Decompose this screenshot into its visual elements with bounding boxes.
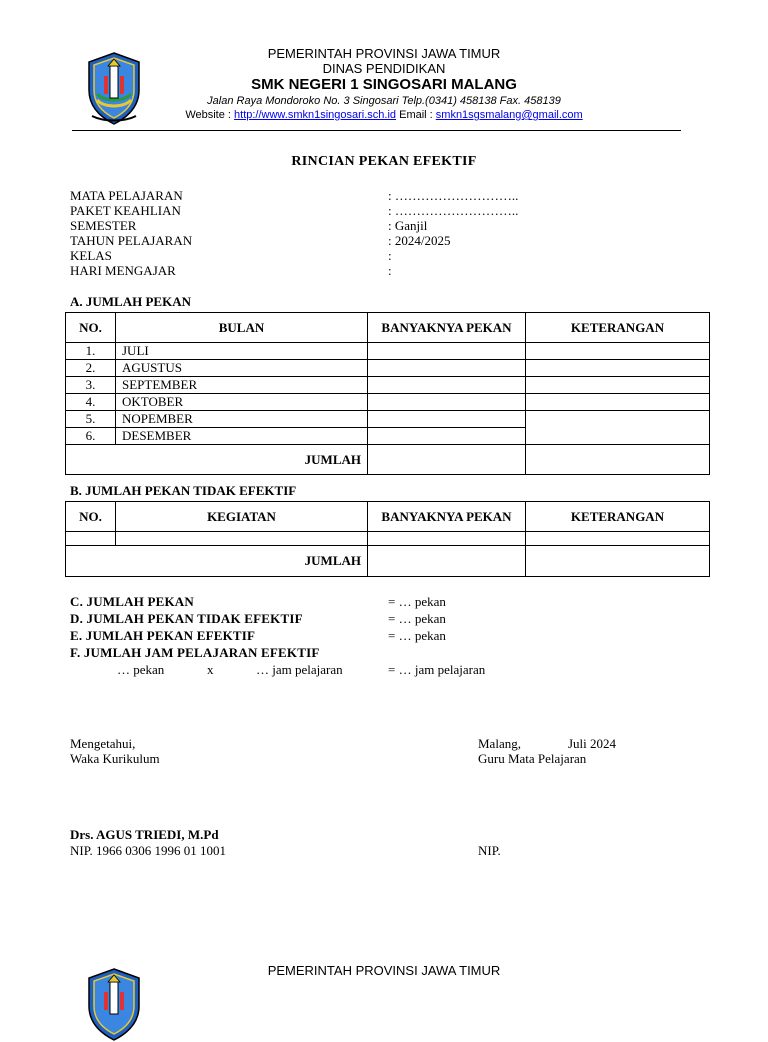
- website-label: Website :: [185, 109, 235, 121]
- info-label: MATA PELAJARAN: [70, 188, 183, 203]
- info-label: HARI MENGAJAR: [70, 263, 176, 278]
- cell-keterangan: [526, 377, 710, 394]
- cell-banyak: [368, 360, 526, 377]
- info-value: :: [388, 248, 392, 263]
- cell-banyak: [368, 428, 526, 445]
- info-label: SEMESTER: [70, 218, 137, 233]
- letterhead-line2: DINAS PENDIDIKAN: [322, 61, 446, 76]
- cell-banyak: [368, 377, 526, 394]
- col-header-keterangan: KETERANGAN: [526, 502, 710, 532]
- sign-right-date: Juli 2024: [568, 736, 617, 751]
- info-value: : 2024/2025: [388, 233, 451, 248]
- sign-left-line2: Waka Kurikulum: [70, 751, 160, 766]
- info-value: : ………………………..: [388, 203, 519, 218]
- cell-bulan: OKTOBER: [116, 394, 368, 411]
- cell-bulan: NOPEMBER: [116, 411, 368, 428]
- cell-banyak: [368, 394, 526, 411]
- table-jumlah-pekan: [65, 312, 710, 475]
- table-row: [66, 394, 710, 411]
- sign-left-name: Drs. AGUS TRIEDI, M.Pd: [70, 827, 219, 842]
- formula-pekan: … pekan: [117, 662, 165, 677]
- cell-no: 2.: [66, 360, 116, 377]
- section-a-title: A. JUMLAH PEKAN: [70, 294, 191, 309]
- col-header-banyak-pekan: BANYAKNYA PEKAN: [368, 502, 526, 532]
- col-header-no: NO.: [66, 313, 116, 343]
- col-header-kegiatan: KEGIATAN: [116, 502, 368, 532]
- document-title: RINCIAN PEKAN EFEKTIF: [291, 154, 477, 169]
- cell-kegiatan: [116, 532, 368, 546]
- info-value: : Ganjil: [388, 218, 428, 233]
- cell-no: 3.: [66, 377, 116, 394]
- cell-bulan: SEPTEMBER: [116, 377, 368, 394]
- cell-no: 1.: [66, 343, 116, 360]
- cell-banyak: [368, 532, 526, 546]
- summary-label: F. JUMLAH JAM PELAJARAN EFEKTIF: [70, 645, 320, 660]
- cell-keterangan: [526, 394, 710, 411]
- table-row: [66, 532, 710, 546]
- sign-right-nip: NIP.: [478, 843, 501, 858]
- email-label: Email :: [396, 109, 436, 121]
- section-b-title: B. JUMLAH PEKAN TIDAK EFEKTIF: [70, 483, 297, 498]
- summary-label: C. JUMLAH PEKAN: [70, 594, 194, 609]
- summary-label: D. JUMLAH PEKAN TIDAK EFEKTIF: [70, 611, 303, 626]
- table-total-row: [66, 546, 710, 577]
- total-label: JUMLAH: [66, 546, 368, 577]
- letterhead-line1: PEMERINTAH PROVINSI JAWA TIMUR: [267, 46, 501, 61]
- table-row: [66, 360, 710, 377]
- table-row: [66, 411, 710, 428]
- info-value: : ………………………..: [388, 188, 519, 203]
- next-page-letterhead-line1: PEMERINTAH PROVINSI JAWA TIMUR: [267, 963, 501, 978]
- school-name: SMK NEGERI 1 SINGOSARI MALANG: [251, 76, 517, 93]
- school-address: Jalan Raya Mondoroko No. 3 Singosari Telp.(0341) 458138 Fax. 458139: [207, 95, 561, 107]
- cell-keterangan: [526, 411, 710, 445]
- sign-right-role: Guru Mata Pelajaran: [478, 751, 587, 766]
- sign-right-city: Malang,: [478, 736, 521, 751]
- cell-banyak: [368, 343, 526, 360]
- info-label: TAHUN PELAJARAN: [70, 233, 193, 248]
- cell-bulan: JULI: [116, 343, 368, 360]
- cell-no: 4.: [66, 394, 116, 411]
- contact-line: [0, 108, 768, 122]
- table-row: [66, 377, 710, 394]
- cell-keterangan: [526, 343, 710, 360]
- cell-keterangan: [526, 360, 710, 377]
- formula-jam: … jam pelajaran: [256, 662, 343, 677]
- cell-banyak: [368, 411, 526, 428]
- cell-keterangan: [526, 532, 710, 546]
- total-keterangan: [526, 546, 710, 577]
- cell-bulan: DESEMBER: [116, 428, 368, 445]
- summary-label: E. JUMLAH PEKAN EFEKTIF: [70, 628, 256, 643]
- col-header-no: NO.: [66, 502, 116, 532]
- total-banyak: [368, 445, 526, 475]
- sign-left-line1: Mengetahui,: [70, 736, 136, 751]
- total-banyak: [368, 546, 526, 577]
- cell-bulan: AGUSTUS: [116, 360, 368, 377]
- col-header-banyak-pekan: BANYAKNYA PEKAN: [368, 313, 526, 343]
- summary-value: = … jam pelajaran: [388, 662, 486, 677]
- table-pekan-tidak-efektif: [65, 501, 710, 577]
- total-label: JUMLAH: [66, 445, 368, 475]
- summary-value: = … pekan: [388, 594, 446, 609]
- info-label: PAKET KEAHLIAN: [70, 203, 181, 218]
- table-row: [66, 343, 710, 360]
- total-keterangan: [526, 445, 710, 475]
- letterhead-divider: [72, 130, 681, 131]
- cell-no: [66, 532, 116, 546]
- cell-no: 6.: [66, 428, 116, 445]
- info-value: :: [388, 263, 392, 278]
- table-total-row: [66, 445, 710, 475]
- col-header-keterangan: KETERANGAN: [526, 313, 710, 343]
- summary-value: = … pekan: [388, 628, 446, 643]
- col-header-bulan: BULAN: [116, 313, 368, 343]
- formula-times: x: [207, 662, 214, 677]
- sign-left-nip: NIP. 1966 0306 1996 01 1001: [70, 843, 227, 858]
- info-label: KELAS: [70, 248, 112, 263]
- cell-no: 5.: [66, 411, 116, 428]
- email-link[interactable]: smkn1sgsmalang@gmail.com: [435, 109, 583, 121]
- website-link[interactable]: http://www.smkn1singosari.sch.id: [234, 109, 397, 121]
- summary-value: = … pekan: [388, 611, 446, 626]
